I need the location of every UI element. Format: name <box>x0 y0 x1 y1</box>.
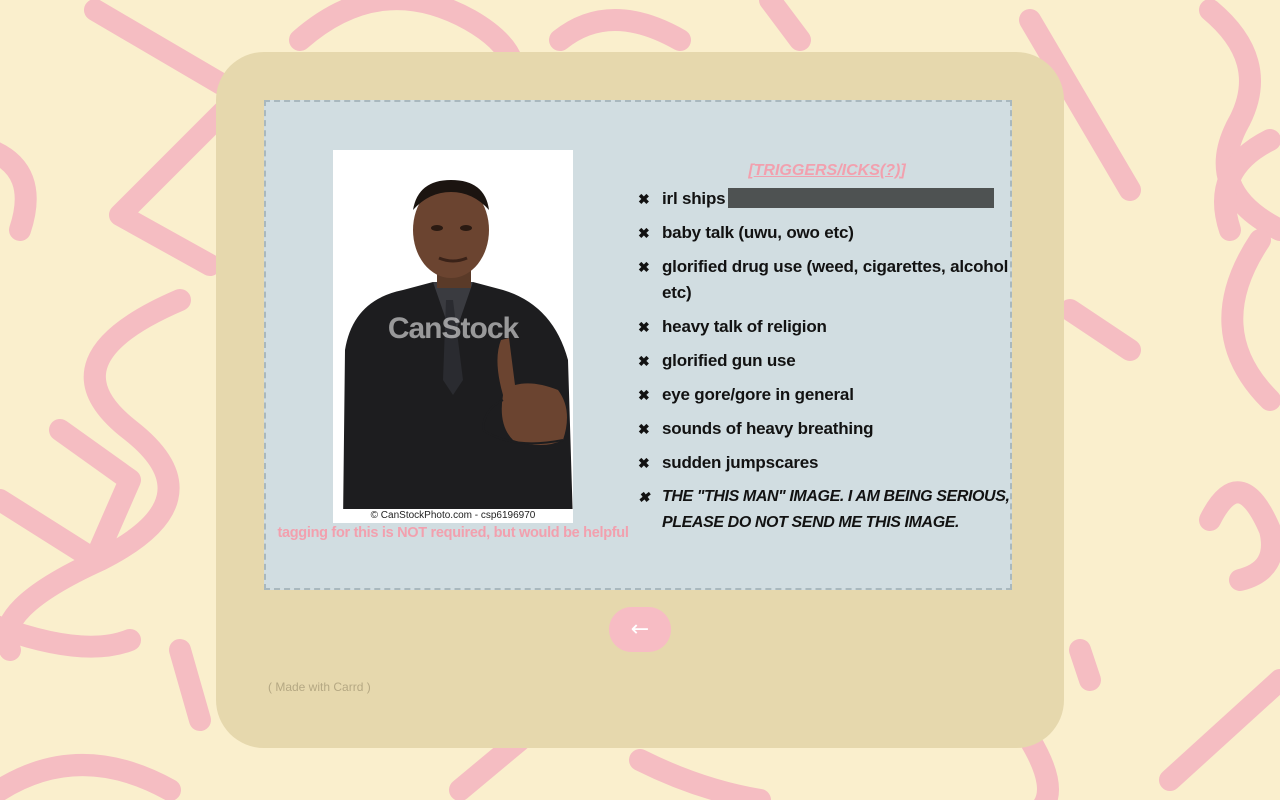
x-mark-icon: ✖ <box>638 353 650 369</box>
list-item <box>638 314 1014 340</box>
left-arrow-icon: ← <box>630 617 650 642</box>
content-card <box>216 52 1064 748</box>
list-item-text: sudden jumpscares <box>662 453 819 472</box>
x-mark-icon: ✖ <box>638 387 650 403</box>
redaction-bar <box>728 188 994 208</box>
x-mark-icon: ✖ <box>638 319 650 335</box>
heading-open-bracket: [ <box>748 162 754 179</box>
list-item <box>638 416 1014 442</box>
list-item-text: baby talk (uwu, owo etc) <box>662 223 854 242</box>
tagging-note: tagging for this is NOT required, but would be helpful <box>277 525 629 541</box>
list-item-text: heavy talk of religion <box>662 317 827 336</box>
list-item-text: glorified drug use (weed, cigarettes, alcohol etc) <box>662 257 1009 302</box>
list-item <box>638 220 1014 246</box>
list-item <box>638 348 1014 374</box>
x-mark-icon: ✖ <box>638 455 650 471</box>
list-item <box>638 186 1014 212</box>
made-with-carrd-link[interactable]: ( Made with Carrd ) <box>268 680 371 694</box>
list-item-text: eye gore/gore in general <box>662 385 854 404</box>
list-item-text: sounds of heavy breathing <box>662 419 874 438</box>
heading-close-bracket: ] <box>900 162 906 179</box>
heading-text: TRIGGERS/ICKS(?) <box>753 162 901 179</box>
list-item <box>638 484 1014 536</box>
x-mark-icon: ✖ <box>638 225 650 241</box>
triggers-heading <box>642 162 1012 180</box>
list-item-text: THE "THIS MAN" IMAGE. I AM BEING SERIOUS, PLEASE DO NOT SEND ME THIS IMAGE. <box>662 488 1010 531</box>
list-item <box>638 450 1014 476</box>
triggers-list <box>638 186 1014 544</box>
list-item-text: glorified gun use <box>662 351 796 370</box>
x-mark-icon: ✖ <box>638 259 650 275</box>
x-mark-icon: ✖ <box>638 489 650 505</box>
photo-credit: © CanStockPhoto.com - csp6196970 <box>333 509 573 523</box>
x-mark-icon: ✖ <box>638 191 650 207</box>
triggers-panel <box>264 100 1012 590</box>
list-item-text: irl ships <box>662 189 726 208</box>
back-button[interactable] <box>609 607 671 652</box>
list-item <box>638 254 1014 306</box>
this-man-photo <box>333 150 573 523</box>
list-item <box>638 382 1014 408</box>
x-mark-icon: ✖ <box>638 421 650 437</box>
photo-watermark: CanStock <box>387 312 519 345</box>
